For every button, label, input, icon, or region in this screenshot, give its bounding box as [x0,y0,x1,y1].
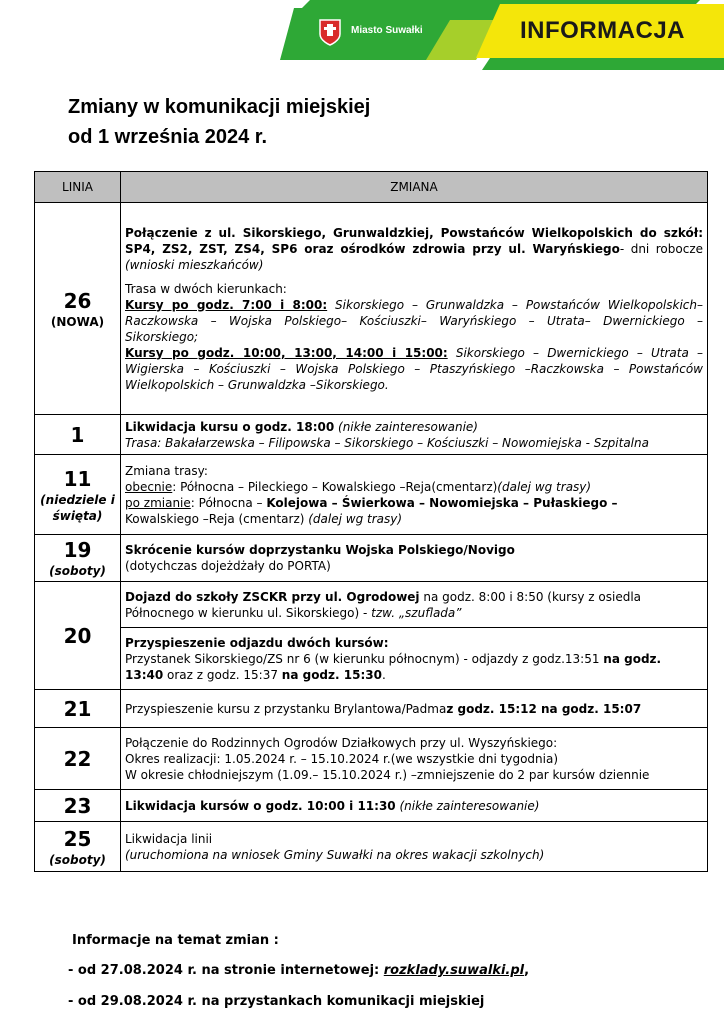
new-route-start: : Północna – [190,495,267,510]
change-cell [121,690,708,728]
route-variant-2 [125,345,703,393]
connection-text: Połączenie z ul. Sikorskiego, Grunwaldzkiej, Powstańców Wielkopolskich do szkół: SP4, ZS2, ZST, ZS4, SP6 oraz ośrodków zdrowia przy ul. Waryńskiego [125,225,703,256]
line-cell [35,690,121,728]
days-text: - dni robocze [619,241,704,256]
table-row [35,582,708,628]
route-current [125,479,703,495]
route-variant-1 [125,297,703,345]
footer-line-website [68,963,529,978]
line-note: (niedziele i święta) [40,492,115,523]
changes-table [34,171,708,872]
change-title: Likwidacja kursów o godz. 10:00 i 11:30 [125,798,396,813]
table-row [35,455,708,535]
change-title: Likwidacja kursu o godz. 18:00 [125,419,335,434]
page-title [68,92,370,152]
line-number: 21 [63,696,92,721]
line-number: 1 [70,422,85,447]
change-details [125,651,703,683]
change-description [125,798,703,814]
change-cell [121,628,708,690]
line-note: (NOWA) [50,314,105,329]
change-text: Przyspieszenie kursu z przystanku Brylantowa/Padma [125,701,447,716]
footer-line-website-text: - od 27.08.2024 r. na stronie internetowej: [68,963,384,978]
line-number: 11 [63,466,92,491]
current-route: : Północna – Pileckiego – Kowalskiego –Reja(cmentarz) [172,479,498,494]
table-row [35,628,708,690]
table-row [35,535,708,582]
table-row [35,203,708,415]
current-label: obecnie [125,479,173,494]
city-coat-of-arms-icon [318,18,342,46]
reason-text: (nikłe zainteresowanie) [395,798,540,813]
route-new-end [125,511,703,527]
line-number: 20 [63,623,92,648]
change-description [125,701,703,717]
change-cell [121,415,708,455]
change-title: Zmiana trasy: [125,463,208,478]
route-variant-2-label: Kursy po godz. 10:00, 13:00, 14:00 i 15:00: [125,345,448,360]
change-details: na godz. 8:00 i 8:50 (kursy z osiedla Północnego w kierunku ul. Sikorskiego) - [125,589,642,620]
current-note: (dalej wg trasy) [497,479,592,494]
brand-name: Miasto Suwałki [351,25,423,36]
change-cell [121,455,708,535]
change-title: Likwidacja linii [125,831,213,846]
change-description [125,589,703,621]
change-note: (uruchomiona na wniosek Gminy Suwałki na okres wakacji szkolnych) [125,847,545,862]
reason-text: (wnioski mieszkańców) [125,257,264,272]
footer-line-stops: - od 29.08.2024 r. na przystankach komunikacji miejskiej [68,994,485,1009]
route-intro: Trasa w dwóch kierunkach: [125,281,287,296]
table-row [35,415,708,455]
line-number: 25 [63,826,92,851]
change-title: Połączenie do Rodzinnych Ogrodów Działkowych przy ul. Wyszyńskiego: [125,735,558,750]
change-description [125,419,703,435]
line-cell [35,203,121,415]
line-cell [35,455,121,535]
time-change: z godz. 15:12 na godz. 15:07 [446,701,642,716]
reason-text: (nikłe zainteresowanie) [334,419,478,434]
table-row [35,790,708,822]
route-new [125,495,703,511]
details-text-1: Przystanek Sikorskiego/ZS nr 6 (w kierunku północnym) - odjazdy z godz.13:51 [125,651,604,666]
details-text-2: oraz z godz. 15:37 [163,667,282,682]
line-cell [35,582,121,690]
change-cell [121,790,708,822]
title-line-1: Zmiany w komunikacji miejskiej [68,96,371,118]
title-line-2: od 1 września 2024 r. [68,126,267,148]
table-row [35,690,708,728]
change-note: (dotychczas dojeżdżały do PORTA) [125,559,331,573]
new-time-2: na godz. 15:30 [281,667,382,682]
route-variant-2-stops: Sikorskiego – Dwernickiego – Utrata – Wigierska – Kościuszki – Wojska Polskiego – Ptaszyńskiego –Raczkowska – Powstańców Wielkopolskich – Grunwaldzka –Sikorskiego. [125,345,703,392]
info-label: INFORMACJA [520,17,685,44]
change-title: Skrócenie kursów doprzystanku Wojska Polskiego/Novigo [125,543,515,557]
line-number: 26 [63,288,92,313]
new-time-1: na godz. 13:40 [125,651,662,682]
route-variant-1-stops: Sikorskiego – Grunwaldzka – Powstańców Wielkopolskich– Raczkowska – Wojska Polskiego– Kościuszki– Waryńskiego – Utrata– Dwernickiego – Sikorskiego; [125,297,704,344]
column-header-linia: LINIA [35,172,121,203]
website-link[interactable]: rozklady.suwalki.pl [383,963,525,978]
line-cell [35,822,121,872]
new-label: po zmianie [125,495,191,510]
change-title: Dojazd do szkoły ZSCKR przy ul. Ogrodowej [125,589,420,604]
table-row [35,728,708,790]
route-variant-1-label: Kursy po godz. 7:00 i 8:00: [125,297,328,312]
column-header-zmiana: ZMIANA [121,172,708,203]
line-cell [35,790,121,822]
line-number: 23 [63,793,92,818]
change-note: tzw. „szuflada” [371,605,462,620]
change-cell [121,822,708,872]
line-cell [35,415,121,455]
period-text: Okres realizacji: 1.05.2024 r. – 15.10.2024 r.(we wszystkie dni tygodnia) [125,751,559,766]
new-route-changed: Kolejowa – Świerkowa – Nowomiejska – Pułaskiego – [266,495,618,510]
change-cell [121,535,708,582]
line-cell [35,728,121,790]
details-text-3: . [381,667,386,682]
line-number: 19 [63,538,92,562]
change-cell [121,728,708,790]
change-description [125,225,703,273]
line-number: 22 [63,746,92,771]
new-route-note: (dalej wg trasy) [308,511,403,526]
line-cell [35,535,121,582]
table-header-row [35,172,708,203]
new-route-end: Kowalskiego –Reja (cmentarz) [125,511,309,526]
change-cell [121,582,708,628]
table-row [35,822,708,872]
route-text: Trasa: Bakałarzewska – Filipowska – Sikorskiego – Kościuszki – Nowomiejska - Szpitalna [125,435,649,450]
winter-text: W okresie chłodniejszym (1.09.– 15.10.2024 r.) –zmniejszenie do 2 par kursów dziennie [125,767,650,782]
footer-heading: Informacje na temat zmian : [72,933,279,948]
footer-comma: , [524,963,530,978]
change-title: Przyspieszenie odjazdu dwóch kursów: [125,635,389,650]
line-note: (soboty) [49,852,106,867]
change-cell [121,203,708,415]
line-note: (soboty) [49,564,106,578]
